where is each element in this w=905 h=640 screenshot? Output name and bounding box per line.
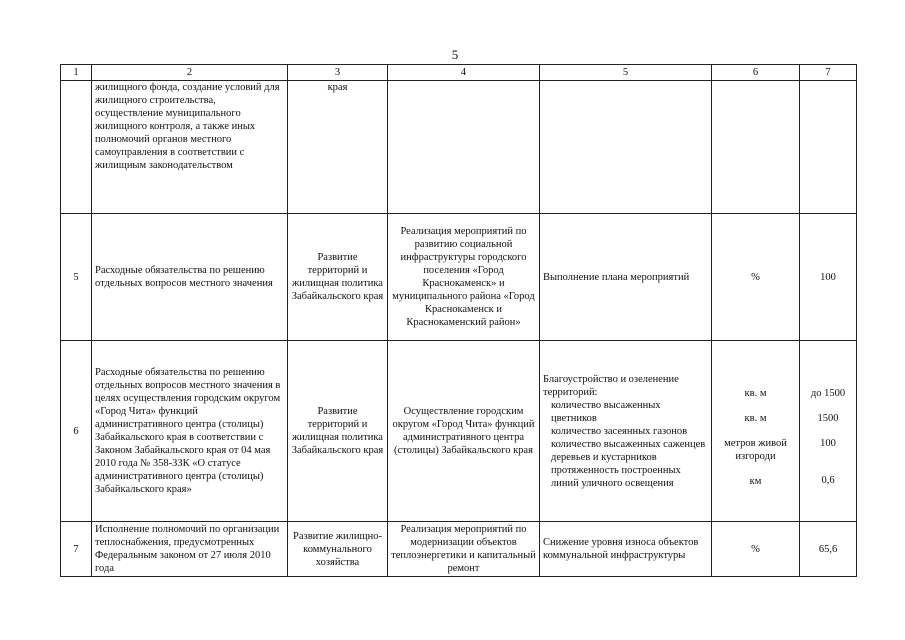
- program-name: Развитие территорий и жилищная политика Забайкальского края: [288, 341, 388, 522]
- program-name: края: [288, 81, 388, 214]
- column-number-row: [61, 65, 857, 81]
- obligation-description: Расходные обязательства по решению отдельных вопросов местного значения в целях осуществления городским округом «Город Чита» функций административного центра (столицы) Забайкальского края в соответствии с Законом Забайкальского края от 04 мая 2010 года № 358-ЗЗК «О статусе административного центра (столицы) Забайкальского края»: [92, 341, 288, 522]
- row-number: 5: [61, 214, 92, 341]
- measure-name: Реализация мероприятий по развитию социальной инфраструктуры городского поселения «Город Краснокаменск» и муниципального района «Город Краснокаменск и Краснокаменский район»: [388, 214, 540, 341]
- measure-name: Реализация мероприятий по модернизации объектов теплоэнергетики и капитальный ремонт: [388, 522, 540, 577]
- row-number: 7: [61, 522, 92, 577]
- table-row: [61, 522, 857, 577]
- column-number: 7: [800, 65, 857, 81]
- unit: км: [749, 475, 762, 487]
- obligation-description: жилищного фонда, создание условий для жилищного строительства, осуществление муниципального жилищного контроля, а также иных полномочий органов местного самоуправления в соответствии с жилищным законодательством: [92, 81, 288, 214]
- program-name: Развитие территорий и жилищная политика Забайкальского края: [288, 214, 388, 341]
- target-value: [800, 81, 857, 214]
- obligation-description: Исполнение полномочий по организации теплоснабжения, предусмотренных Федеральным законом от 27 июля 2010 года: [92, 522, 288, 577]
- unit: метров живой изгороди: [724, 437, 787, 462]
- target-value: 100: [800, 214, 857, 341]
- indicator-name: [540, 81, 712, 214]
- unit-list: [712, 341, 800, 522]
- column-number: 4: [388, 65, 540, 81]
- unit: [712, 81, 800, 214]
- unit: кв. м: [744, 412, 767, 424]
- unit: кв. м: [744, 387, 767, 399]
- indicator-heading: Благоустройство и озеленение территорий:: [543, 373, 679, 398]
- indicator-item: количество высаженных саженцев деревьев и кустарников: [551, 438, 706, 463]
- unit: %: [712, 522, 800, 577]
- indicator-item: количество засеянных газонов: [551, 425, 688, 437]
- target-value: до 1500: [810, 388, 846, 399]
- row-number: [61, 81, 92, 214]
- page-number: 5: [451, 47, 459, 62]
- indicator-list: [540, 341, 712, 522]
- table-row: [61, 341, 857, 522]
- measure-name: [388, 81, 540, 214]
- indicator-name: Выполнение плана мероприятий: [540, 214, 712, 341]
- value-list: [800, 341, 857, 522]
- program-name: Развитие жилищно-коммунального хозяйства: [288, 522, 388, 577]
- unit: %: [712, 214, 800, 341]
- column-number: 3: [288, 65, 388, 81]
- column-number: 5: [540, 65, 712, 81]
- obligation-description: Расходные обязательства по решению отдельных вопросов местного значения: [92, 214, 288, 341]
- table-row: [61, 81, 857, 214]
- target-value: 0,6: [821, 475, 835, 486]
- target-value: 100: [820, 438, 836, 449]
- measure-name: Осуществление городским округом «Город Чита» функций административного центра (столицы) Забайкальского края: [388, 341, 540, 522]
- target-value: 65,6: [800, 522, 857, 577]
- row-number: 6: [61, 341, 92, 522]
- indicator-item: количество высаженных цветников: [551, 399, 661, 424]
- indicator-item: протяженность построенных линий уличного освещения: [551, 464, 681, 489]
- column-number: 1: [61, 65, 92, 81]
- table-row: [61, 214, 857, 341]
- column-number: 2: [92, 65, 288, 81]
- indicator-name: Снижение уровня износа объектов коммунальной инфраструктуры: [540, 522, 712, 577]
- target-value: 1500: [817, 413, 839, 424]
- column-number: 6: [712, 65, 800, 81]
- data-table: [60, 64, 857, 577]
